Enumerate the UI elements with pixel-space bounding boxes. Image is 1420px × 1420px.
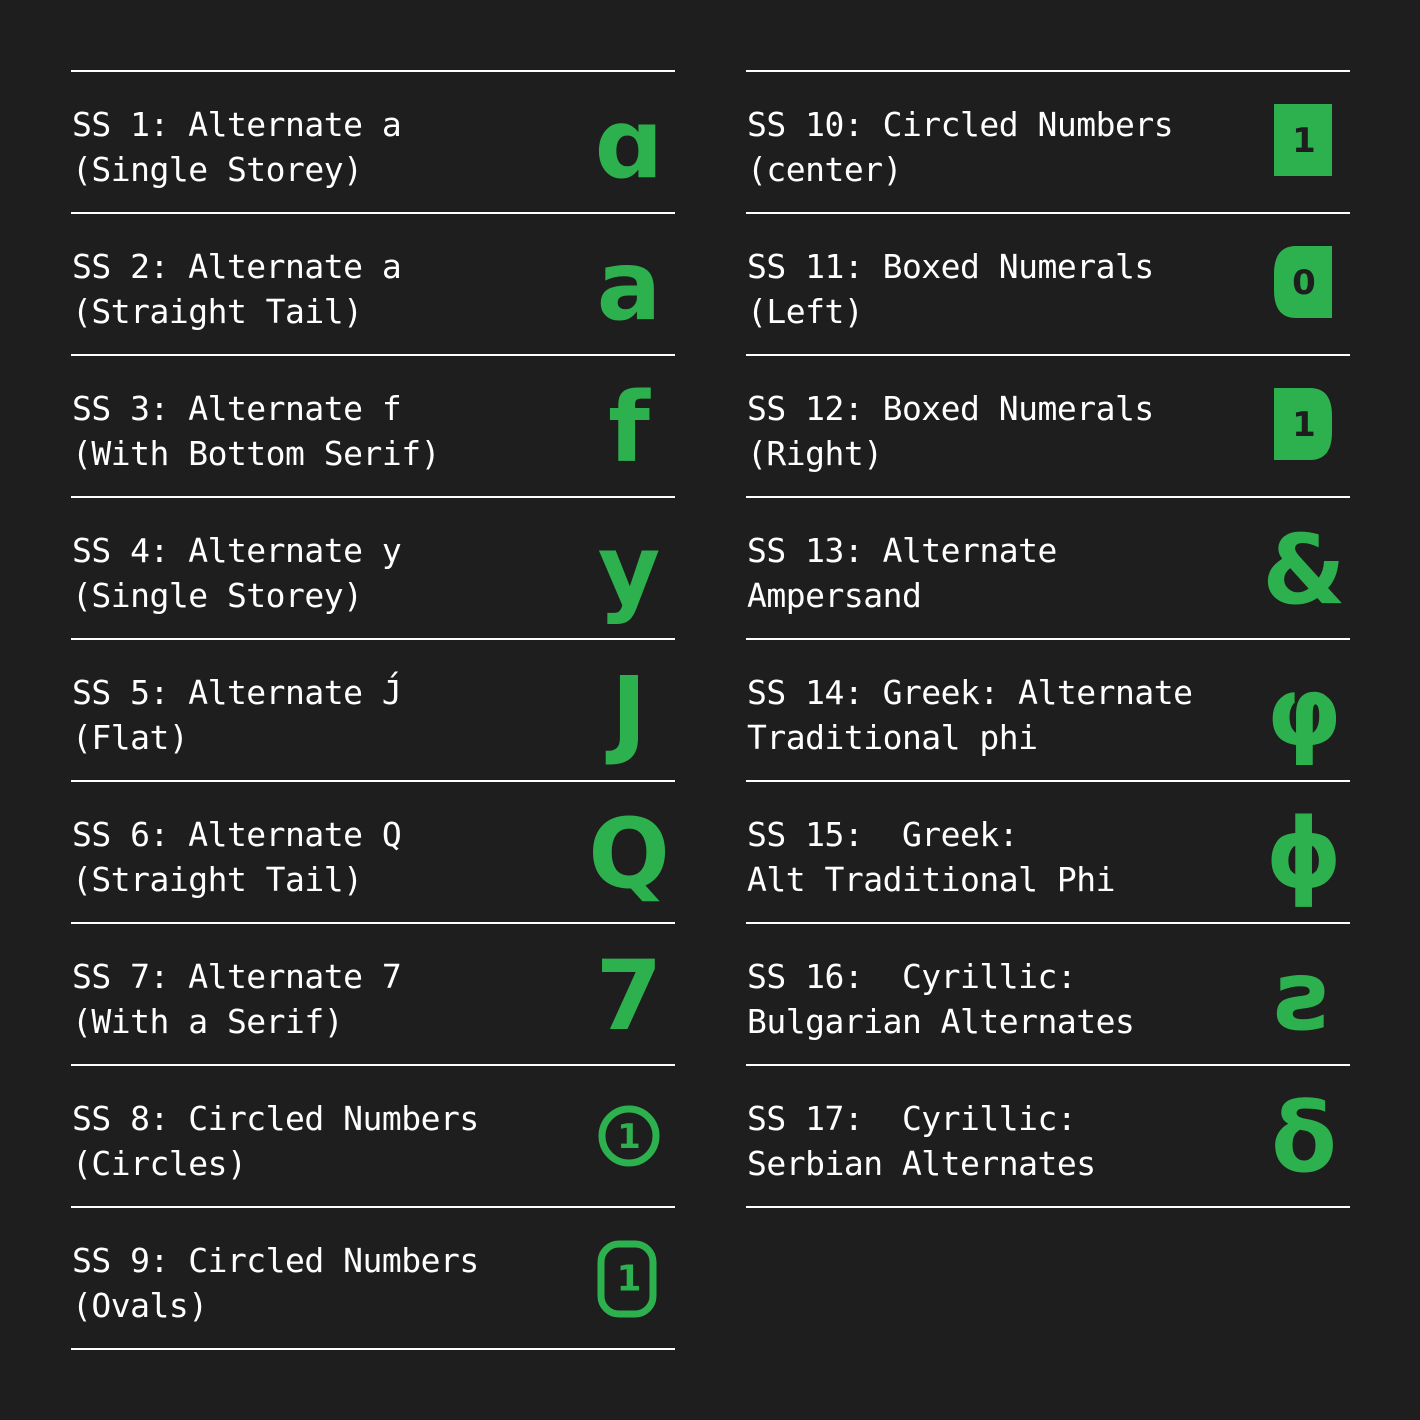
- label-line-1: SS 2: Alternate a: [72, 247, 402, 286]
- stylistic-set-row: [746, 1064, 1350, 1208]
- glyph-character: 1: [617, 1117, 641, 1157]
- stylistic-set-label: [72, 528, 401, 618]
- glyph-character: a: [596, 230, 662, 342]
- glyph-sample-icon: [588, 798, 670, 910]
- glyph-sample: [1266, 1082, 1342, 1194]
- glyph-sample-icon: [591, 1082, 667, 1190]
- stylistic-sets-left-column: [71, 70, 675, 1350]
- label-line-1: SS 15: Greek:: [747, 815, 1019, 854]
- stylistic-set-label: [747, 386, 1154, 476]
- glyph-sample: [1262, 514, 1346, 626]
- label-line-1: SS 5: Alternate J́: [72, 673, 402, 712]
- glyph-character: y: [597, 514, 661, 626]
- label-line-2: Bulgarian Alternates: [747, 1002, 1135, 1041]
- glyph-sample: [588, 798, 670, 910]
- stylistic-set-row: [746, 212, 1350, 354]
- stylistic-set-row: [746, 70, 1350, 212]
- glyph-character: &: [1262, 514, 1346, 626]
- label-line-1: SS 1: Alternate a: [72, 105, 402, 144]
- stylistic-set-row: [746, 780, 1350, 922]
- label-line-2: (With a Serif): [72, 1002, 344, 1041]
- label-line-1: SS 7: Alternate 7: [72, 957, 402, 996]
- label-line-2: (Right): [747, 434, 883, 473]
- glyph-sample-icon: [1266, 940, 1342, 1052]
- glyph-sample-icon: [591, 230, 667, 342]
- glyph-sample-icon: [591, 514, 667, 626]
- label-line-2: (Single Storey): [72, 576, 363, 615]
- glyph-sample-icon: [1266, 1082, 1342, 1194]
- glyph-sample: [591, 230, 667, 342]
- stylistic-set-label: [747, 244, 1154, 334]
- label-line-1: SS 4: Alternate y: [72, 531, 402, 570]
- glyph-sample-icon: [1266, 372, 1342, 480]
- stylistic-set-label: [747, 812, 1115, 902]
- label-line-1: SS 9: Circled Numbers: [72, 1241, 479, 1280]
- label-line-1: SS 8: Circled Numbers: [72, 1099, 479, 1138]
- label-line-1: SS 6: Alternate Q: [72, 815, 402, 854]
- label-line-1: SS 3: Alternate f: [72, 389, 402, 428]
- stylistic-set-label: [747, 1096, 1096, 1186]
- stylistic-set-label: [72, 244, 401, 334]
- stylistic-set-row: [746, 496, 1350, 638]
- glyph-character: φ: [1266, 656, 1342, 768]
- label-line-1: SS 11: Boxed Numerals: [747, 247, 1154, 286]
- stylistic-set-row: [71, 212, 675, 354]
- glyph-character: Q: [588, 798, 670, 910]
- glyph-sample: [1266, 656, 1342, 768]
- label-line-2: (Straight Tail): [72, 860, 363, 899]
- glyph-sample: [591, 656, 667, 768]
- label-line-1: SS 13: Alternate: [747, 531, 1057, 570]
- stylistic-set-row: [746, 638, 1350, 780]
- label-line-2: (Ovals): [72, 1286, 208, 1325]
- glyph-sample-icon: [1266, 88, 1342, 196]
- stylistic-set-row: [71, 1064, 675, 1206]
- label-line-2: (Single Storey): [72, 150, 363, 189]
- stylistic-set-label: [72, 1096, 479, 1186]
- glyph-sample-icon: [591, 656, 667, 768]
- label-line-1: SS 16: Cyrillic:: [747, 957, 1077, 996]
- glyph-sample: [1266, 940, 1342, 1052]
- glyph-sample-icon: [591, 940, 667, 1052]
- stylistic-set-row: [71, 354, 675, 496]
- stylistic-set-row: [71, 638, 675, 780]
- label-line-2: (With Bottom Serif): [72, 434, 440, 473]
- label-line-1: SS 17: Cyrillic:: [747, 1099, 1077, 1138]
- label-line-1: SS 10: Circled Numbers: [747, 105, 1174, 144]
- label-line-2: Ampersand: [747, 576, 922, 615]
- stylistic-set-label: [747, 528, 1057, 618]
- label-line-2: Serbian Alternates: [747, 1144, 1096, 1183]
- glyph-sample: [591, 88, 667, 200]
- glyph-character: J: [611, 656, 647, 768]
- glyph-sample: [591, 1082, 667, 1190]
- stylistic-set-row: [746, 922, 1350, 1064]
- glyph-sample: [591, 514, 667, 626]
- glyph-sample-icon: [591, 88, 667, 200]
- glyph-sample: [591, 940, 667, 1052]
- glyph-character: ɸ: [1265, 798, 1343, 910]
- glyph-character: 0: [1292, 263, 1316, 303]
- label-line-2: Traditional phi: [747, 718, 1038, 757]
- stylistic-set-label: [747, 102, 1173, 192]
- glyph-character: δ: [1271, 1082, 1337, 1194]
- glyph-character: 1: [1292, 405, 1316, 445]
- label-line-1: SS 12: Boxed Numerals: [747, 389, 1154, 428]
- glyph-sample-icon: [1265, 798, 1343, 910]
- stylistic-set-label: [72, 1238, 479, 1328]
- glyph-sample-icon: [1262, 514, 1346, 626]
- glyph-character: 7: [595, 940, 663, 1052]
- glyph-sample: [1266, 372, 1342, 480]
- stylistic-set-label: [72, 386, 440, 476]
- stylistic-set-row: [71, 496, 675, 638]
- glyph-sample-icon: [1266, 230, 1342, 338]
- stylistic-set-label: [747, 954, 1134, 1044]
- stylistic-set-label: [72, 812, 401, 902]
- stylistic-set-label: [747, 670, 1192, 760]
- stylistic-sets-right-column: [746, 70, 1350, 1208]
- stylistic-set-label: [72, 954, 401, 1044]
- label-line-2: (Left): [747, 292, 864, 331]
- glyph-character: 1: [616, 1258, 642, 1300]
- glyph-sample: [1265, 798, 1343, 910]
- stylistic-set-row: [71, 922, 675, 1064]
- stylistic-set-row: [71, 70, 675, 212]
- glyph-character: ƨ: [1275, 940, 1333, 1052]
- label-line-1: SS 14: Greek: Alternate: [747, 673, 1193, 712]
- stylistic-set-label: [72, 102, 401, 192]
- glyph-sample-icon: [591, 372, 667, 484]
- glyph-sample-icon: [1266, 656, 1342, 768]
- label-line-2: (Circles): [72, 1144, 247, 1183]
- glyph-sample: [591, 372, 667, 484]
- label-line-2: Alt Traditional Phi: [747, 860, 1115, 899]
- stylistic-set-label: [72, 670, 401, 760]
- label-line-2: (Straight Tail): [72, 292, 363, 331]
- stylistic-set-row: [71, 780, 675, 922]
- glyph-character: f: [608, 372, 650, 484]
- glyph-sample: [591, 1224, 667, 1332]
- label-line-2: (center): [747, 150, 902, 189]
- label-line-2: (Flat): [72, 718, 189, 757]
- stylistic-set-row: [746, 354, 1350, 496]
- glyph-sample-icon: [591, 1224, 667, 1332]
- glyph-character: ɑ: [594, 88, 664, 200]
- stylistic-set-row: [71, 1206, 675, 1350]
- glyph-sample: [1266, 230, 1342, 338]
- glyph-character: 1: [1292, 121, 1316, 161]
- glyph-sample: [1266, 88, 1342, 196]
